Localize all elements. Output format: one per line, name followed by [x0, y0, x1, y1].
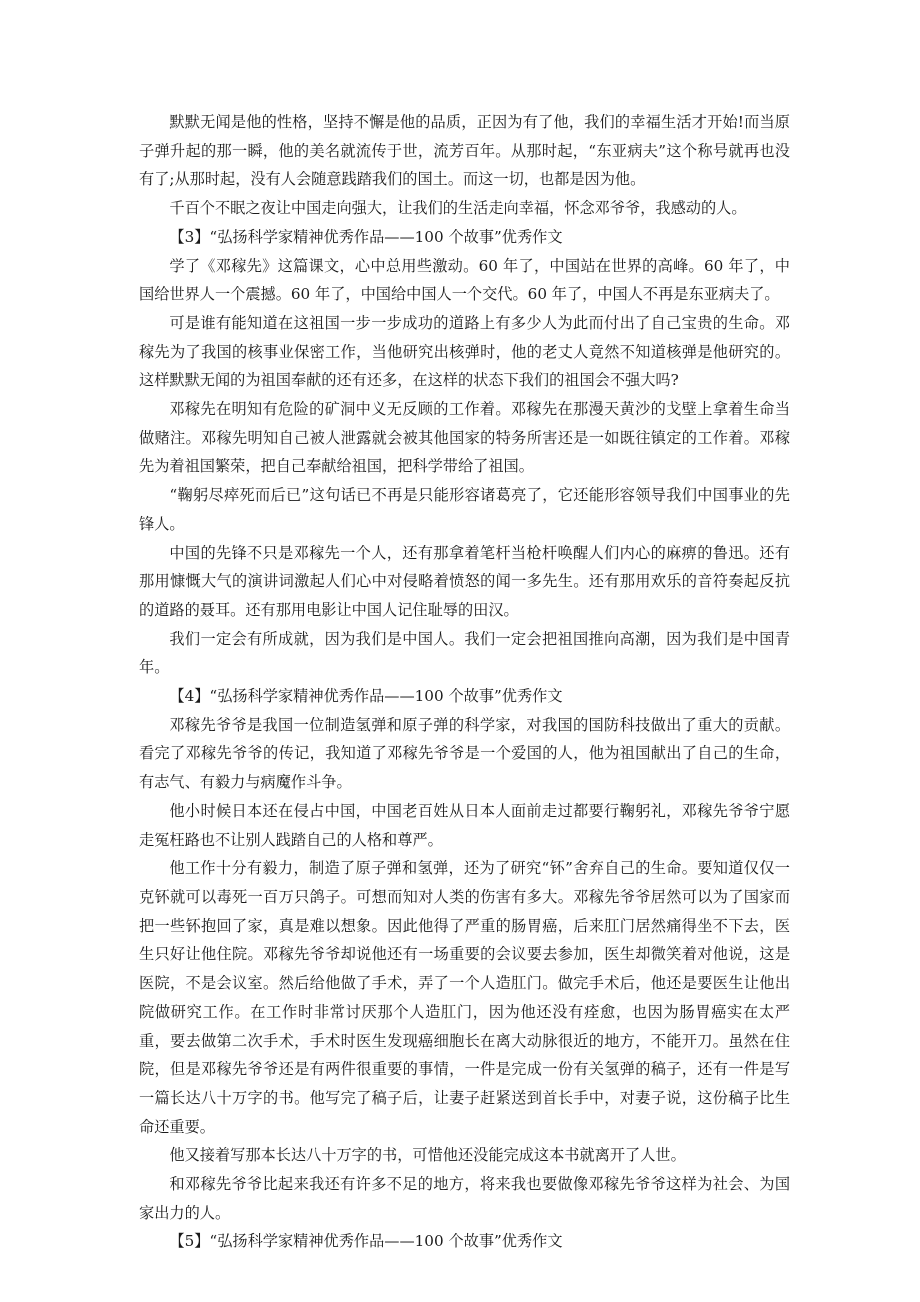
paragraph: “鞠躬尽瘁死而后已”这句话已不再是只能形容诸葛亮了，它还能形容领导我们中国事业的先锋人。	[139, 486, 790, 533]
document-body	[139, 108, 790, 1256]
section-heading: 【4】“弘扬科学家精神优秀作品——100 个故事”优秀作文	[169, 687, 563, 706]
paragraph: 他小时候日本还在侵占中国，中国老百姓从日本人面前走过都要行鞠躬礼，邓稼先爷爷宁愿走冤枉路也不让别人践踏自己的人格和尊严。	[139, 801, 790, 849]
paragraph: 邓稼先在明知有危险的矿洞中义无反顾的工作着。邓稼先在那漫天黄沙的戈壁上拿着生命当做赌注。邓稼先明知自己被人泄露就会被其他国家的特务所害还是一如既往镇定的工作着。邓稼先为着祖国繁荣，把自己奉献给祖国，把科学带给了祖国。	[139, 400, 790, 476]
section-heading: 【5】“弘扬科学家精神优秀作品——100 个故事”优秀作文	[169, 1232, 563, 1251]
paragraph: 他又接着写那本长达八十万字的书，可惜他还没能完成这本书就离开了人世。	[169, 1146, 686, 1165]
paragraph: 默默无闻是他的性格，坚持不懈是他的品质，正因为有了他，我们的幸福生活才开始!而当原子弹升起的那一瞬，他的美名就流传于世，流芳百年。从那时起，“东亚病夫”这个称号就再也没有了;从那时起，没有人会随意践踏我们的国土。而这一切，也都是因为他。	[139, 113, 790, 189]
paragraph: 我们一定会有所成就，因为我们是中国人。我们一定会把祖国推向高潮，因为我们是中国青年。	[139, 629, 790, 677]
paragraph: 学了《邓稼先》这篇课文，心中总用些激动。60 年了，中国站在世界的高峰。60 年了，中国给世界人一个震撼。60 年了，中国给中国人一个交代。60 年了，中国人不再是东亚病夫了。	[139, 256, 790, 304]
paragraph: 中国的先锋不只是邓稼先一个人，还有那拿着笔杆当枪杆唤醒人们内心的麻痹的鲁迅。还有那用慷慨大气的演讲词激起人们心中对侵略着愤怒的闻一多先生。还有那用欢乐的音符奏起反抗的道路的聂耳。还有那用电影让中国人记住耻辱的田汉。	[139, 543, 790, 619]
section-heading: 【3】“弘扬科学家精神优秀作品——100 个故事”优秀作文	[169, 227, 563, 246]
paragraph: 他工作十分有毅力，制造了原子弹和氢弹，还为了研究“钚”舍弃自己的生命。要知道仅仅一克钚就可以毒死一百万只鸽子。可想而知对人类的伤害有多大。邓稼先爷爷居然可以为了国家而把一些钚抱回了家，真是难以想象。因此他得了严重的肠胃癌，后来肛门居然痛得坐不下去，医生只好让他住院。邓稼先爷爷却说他还有一场重要的会议要去参加，医生却微笑着对他说，这是医院，不是会议室。然后给他做了手术，弄了一个人造肛门。做完手术后，他还是要医生让他出院做研究工作。在工作时非常讨厌那个人造肛门，因为他还没有痊愈，也因为肠胃癌实在太严重，要去做第二次手术，手术时医生发现癌细胞长在离大动脉很近的地方，不能开刀。虽然在住院，但是邓稼先爷爷还是有两件很重要的事情，一件是完成一份有关氢弹的稿子，还有一件是写一篇长达八十万字的书。他写完了稿子后，让妻子赶紧送到首长手中，对妻子说，这份稿子比生命还重要。	[139, 859, 790, 1136]
paragraph: 可是谁有能知道在这祖国一步一步成功的道路上有多少人为此而付出了自己宝贵的生命。邓稼先为了我国的核事业保密工作，当他研究出核弹时，他的老丈人竟然不知道核弹是他研究的。这样默默无闻的为祖国奉献的还有还多，在这样的状态下我们的祖国会不强大吗?	[139, 313, 790, 390]
paragraph: 邓稼先爷爷是我国一位制造氢弹和原子弹的科学家，对我国的国防科技做出了重大的贡献。看完了邓稼先爷爷的传记，我知道了邓稼先爷爷是一个爱国的人，他为祖国献出了自己的生命，有志气、有毅力与病魔作斗争。	[139, 715, 790, 792]
paragraph: 和邓稼先爷爷比起来我还有许多不足的地方，将来我也要做像邓稼先爷爷这样为社会、为国家出力的人。	[139, 1175, 790, 1222]
paragraph: 千百个不眠之夜让中国走向强大，让我们的生活走向幸福，怀念邓爷爷，我感动的人。	[169, 199, 747, 218]
